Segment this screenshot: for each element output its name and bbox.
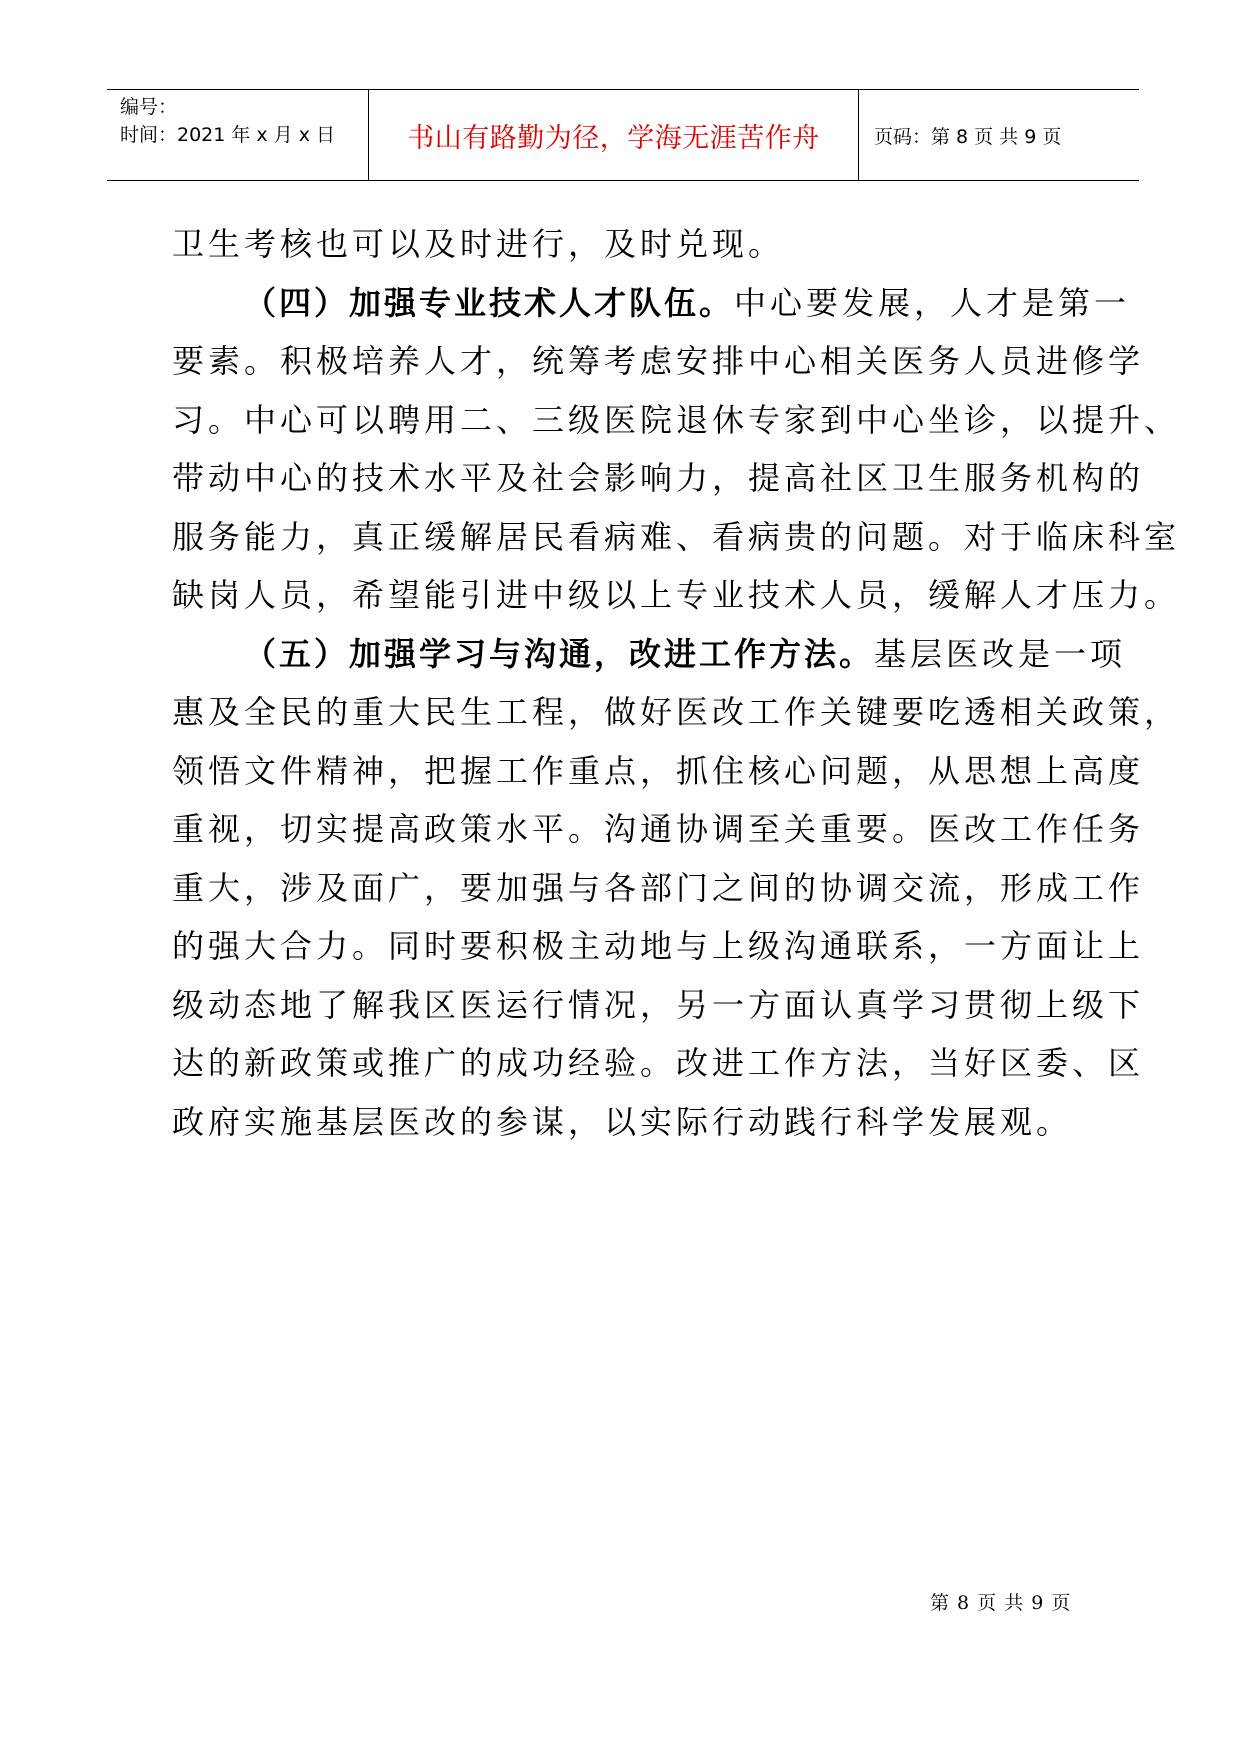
paragraph-line [172, 917, 1145, 976]
header-meta-cell [107, 90, 369, 180]
line-text: 缺岗人员，希望能引进中级以上专业技术人员，缓解人才压力。 [172, 576, 1181, 614]
line-text: 政府实施基层医改的参谋，以实际行动践行科学发展观。 [172, 1102, 1073, 1141]
line-text: 领悟文件精神，把握工作重点，抓住核心问题，从思想上高度 [172, 751, 1145, 790]
serial-number-label: 编号： [120, 96, 178, 118]
paragraph-line [172, 391, 1181, 450]
line-text: 习。中心可以聘用二、三级医院退休专家到中心坐诊，以提升、 [172, 400, 1181, 439]
paragraph-line [172, 215, 1092, 274]
header-motto: 书山有路勤为径，学海无涯苦作舟 [407, 122, 820, 154]
line-text: 重视，切实提高政策水平。沟通协调至关重要。医改工作任务 [172, 810, 1145, 848]
paragraph-line [172, 332, 1145, 391]
paragraph-line [172, 1093, 1092, 1152]
page-header-table [107, 89, 1139, 181]
paragraph-line [172, 976, 1145, 1035]
header-page-info: 页码：第 8 页 共 9 页 [874, 125, 1062, 148]
paragraph-line [172, 274, 1131, 333]
line-text: 级动态地了解我区医运行情况，另一方面认真学习贯彻上级下 [172, 985, 1145, 1024]
header-motto-cell [369, 90, 859, 180]
section-heading-five: （五）加强学习与沟通，改进工作方法。 [244, 634, 875, 673]
paragraph-line [172, 1034, 1145, 1093]
body-text [172, 215, 1181, 1151]
paragraph-line [172, 859, 1145, 918]
line-text: 惠及全民的重大民生工程，做好医改工作关键要吃透相关政策， [172, 693, 1181, 731]
page-footer-number: 第 8 页 共 9 页 [930, 1592, 1072, 1614]
paragraph-line [172, 742, 1145, 801]
line-text: 的强大合力。同时要积极主动地与上级沟通联系，一方面让上 [172, 927, 1145, 965]
line-text: 卫生考核也可以及时进行，及时兑现。 [172, 225, 785, 263]
line-text: 达的新政策或推广的成功经验。改进工作方法，当好区委、区 [172, 1044, 1145, 1082]
header-page-cell [859, 90, 1139, 180]
paragraph-line [172, 449, 1145, 508]
paragraph-line [172, 625, 1127, 684]
paragraph-line [172, 683, 1181, 742]
paragraph-line [172, 566, 1181, 625]
line-text: 重大，涉及面广，要加强与各部门之间的协调交流，形成工作 [172, 868, 1145, 907]
date-label: 时间：2021 年 x 月 x 日 [120, 124, 336, 146]
line-text: 带动中心的技术水平及社会影响力，提高社区卫生服务机构的 [172, 459, 1145, 497]
section-heading-four: （四）加强专业技术人才队伍。 [244, 283, 735, 322]
line-text: 服务能力，真正缓解居民看病难、看病贵的问题。对于临床科室 [172, 517, 1181, 556]
paragraph-line [172, 508, 1181, 567]
line-text: 基层医改是一项 [874, 634, 1127, 673]
paragraph-line [172, 800, 1145, 859]
line-text: 要素。积极培养人才，统筹考虑安排中心相关医务人员进修学 [172, 342, 1145, 380]
line-text: 中心要发展，人才是第一 [734, 283, 1131, 322]
